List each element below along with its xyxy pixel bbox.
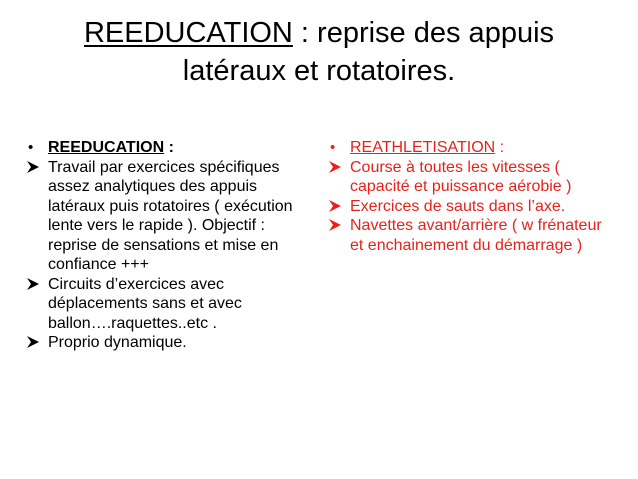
slide-title <box>40 14 598 90</box>
list-item-text: Course à toutes les vitesses ( capacité et puissance aérobie ) <box>350 158 572 195</box>
arrow-bullet-icon <box>328 216 348 236</box>
arrow-bullet-icon <box>26 333 46 353</box>
left-heading: REEDUCATION <box>48 139 165 156</box>
title-line2: latéraux et rotatoires. <box>182 55 456 87</box>
title-keyword: REEDUCATION <box>83 17 293 49</box>
arrow-bullet-icon <box>328 158 348 178</box>
list-item <box>26 275 302 334</box>
dot-bullet-icon: • <box>330 139 336 156</box>
right-heading-item <box>328 138 608 158</box>
list-item <box>328 197 608 217</box>
list-item-text: Travail par exercices spécifiques assez analytiques des appuis latéraux puis rotatoires ( exécution lente vers le rapide ). Objectif : reprise de sensations et mise en confiance +++ <box>48 158 293 273</box>
arrow-bullet-icon <box>26 158 46 178</box>
right-column <box>328 138 608 255</box>
left-heading-suffix: : <box>164 139 174 156</box>
list-item <box>26 158 302 275</box>
list-item-text: Proprio dynamique. <box>48 334 187 351</box>
list-item-text: Exercices de sauts dans l’axe. <box>350 197 566 215</box>
dot-bullet-icon: • <box>28 139 34 156</box>
list-item <box>328 216 608 255</box>
list-item-text: Navettes avant/arrière ( w frénateur et enchainement du démarrage ) <box>350 217 602 254</box>
list-item-text: Circuits d’exercices avec déplacements sans et avec ballon….raquettes..etc . <box>48 275 242 332</box>
right-heading: REATHLETISATION <box>350 139 496 156</box>
right-heading-suffix: : <box>495 139 505 156</box>
left-column <box>26 138 302 353</box>
arrow-bullet-icon <box>26 275 46 295</box>
list-item <box>26 333 302 353</box>
left-heading-item <box>26 138 302 158</box>
list-item <box>328 158 608 197</box>
arrow-bullet-icon <box>328 197 348 217</box>
title-line1-rest: : reprise des appuis <box>292 17 555 49</box>
